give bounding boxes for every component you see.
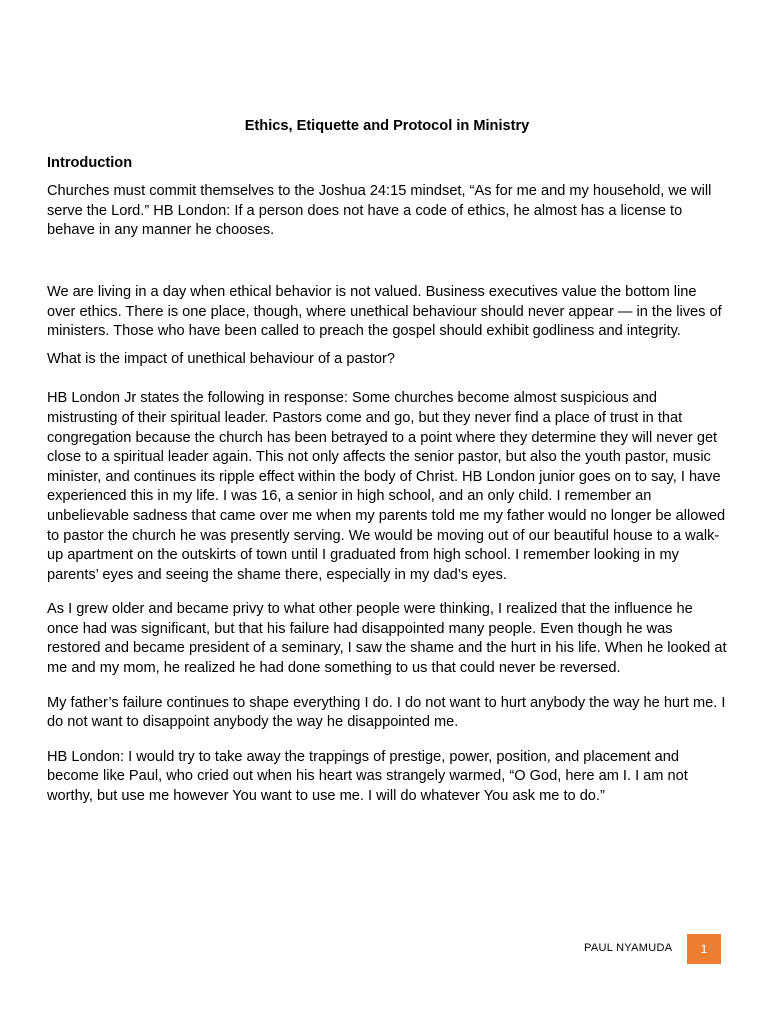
page-number-badge [687, 934, 721, 964]
paragraph: My father’s failure continues to shape everything I do. I do not want to hurt anybody the way he hurt me. I do not want to disappoint anybody the way he disappointed me. [47, 694, 726, 731]
paragraph: Churches must commit themselves to the Joshua 24:15 mindset, “As for me and my household, we will serve the Lord.” HB London: If a person does not have a code of ethics, he almost has a license to behave in any manner he chooses. [47, 183, 712, 239]
footer-author: PAUL NYAMUDA [584, 942, 673, 954]
question-line: What is the impact of unethical behaviour of a pastor? [47, 350, 396, 367]
paragraph: HB London: I would try to take away the trappings of prestige, power, position, and placement and become like Paul, who cried out when his heart was strangely warmed, “O God, here am I. I am not worthy, but use me however You want to use me. I will do whatever You ask me to do.” [47, 748, 688, 805]
page-number: 1 [700, 942, 708, 956]
paragraph: We are living in a day when ethical behavior is not valued. Business executives value the bottom line over ethics. There is one place, though, where unethical behaviour should never appear — in the lives of ministers. Those who have been called to preach the gospel should exhibit godliness and integrity. [47, 283, 722, 340]
document-body [47, 117, 727, 822]
section-heading: Introduction [47, 154, 133, 171]
paragraph: As I grew older and became privy to what other people were thinking, I realized that the influence he once had was significant, but that his failure had disappointed many people. Even though he was restored and became president of a seminary, I saw the shame and the hurt in his life. When he looked at me and my mom, he realized he had done something to us that could never be reversed. [47, 601, 727, 677]
paragraph: HB London Jr states the following in response: Some churches become almost suspicious and mistrusting of their spiritual leader. Pastors come and go, but they never find a place of trust in that congregation because the church has been betrayed to a point where they determine they will never get close to a spiritual leader again. This not only affects the senior pastor, but also the youth pastor, music minister, and continues its ripple effect within the body of Christ. HB London junior goes on to say, I have experienced this in my life. I was 16, a senior in high school, and an only child. I remember an unbelievable sadness that came over me when my parents told me my father would no longer be allowed to pastor the church he was presently serving. We would be moving out of our beautiful house to a walk-up apartment on the outskirts of town until I graduated from high school. I remember looking in my parents’ eyes and seeing the shame there, especially in my dad’s eyes. [47, 390, 726, 583]
document-title: Ethics, Etiquette and Protocol in Ministry [244, 118, 530, 134]
